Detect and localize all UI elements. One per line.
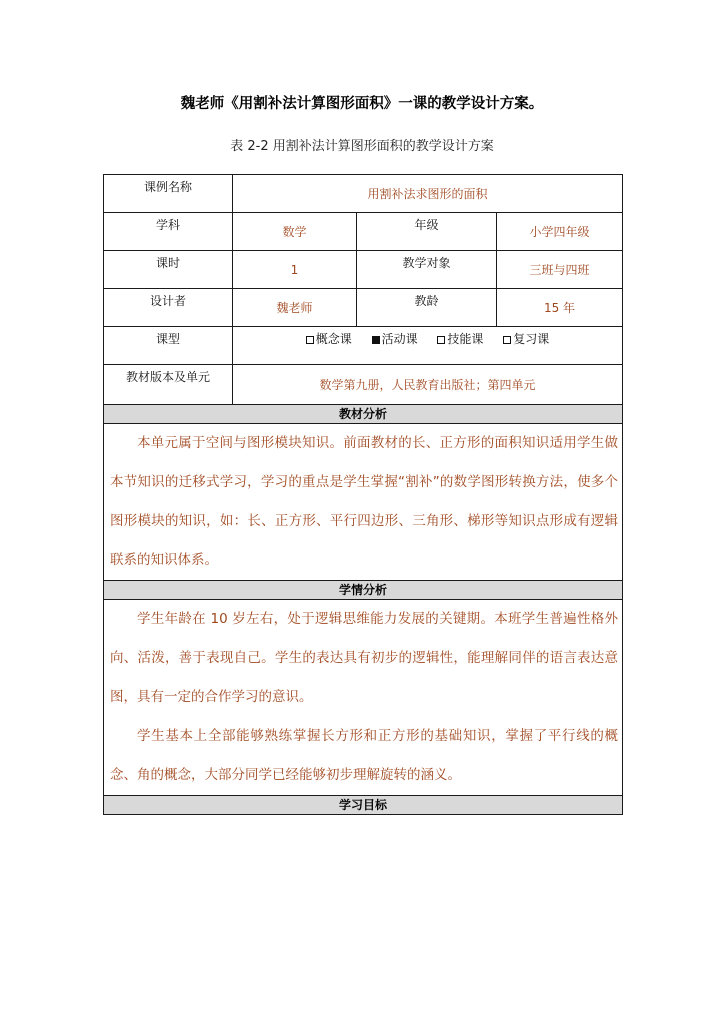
course-name-label: 课例名称 [104, 175, 233, 213]
lesson-type-concept [306, 330, 352, 347]
audience-label: 教学对象 [357, 251, 497, 289]
lesson-type-skill [437, 330, 483, 347]
designer-label: 设计者 [104, 289, 233, 327]
audience-value: 三班与四班 [497, 251, 623, 289]
row-course-name [104, 175, 623, 213]
period-value: 1 [233, 251, 357, 289]
edition-label: 教材版本及单元 [104, 365, 233, 405]
row-subject-grade [104, 213, 623, 251]
row-designer-experience [104, 289, 623, 327]
row-textbook-analysis-heading [104, 405, 623, 424]
lesson-type-activity [372, 330, 418, 347]
row-edition [104, 365, 623, 405]
objectives-heading: 学习目标 [104, 796, 623, 815]
row-lesson-type [104, 327, 623, 365]
row-student-analysis-heading [104, 581, 623, 600]
student-analysis-paragraph-2: 学生基本上全部能够熟练掌握长方形和正方形的基础知识，掌握了平行线的概念、角的概念，大部分同学已经能够初步理解旋转的涵义。 [110, 728, 619, 783]
student-analysis-body [104, 600, 623, 796]
lesson-type-label: 课型 [104, 327, 233, 365]
row-student-analysis-body [104, 600, 623, 796]
document-title: 魏老师《用割补法计算图形面积》一课的教学设计方案。 [180, 96, 544, 112]
checkbox-icon [437, 336, 445, 344]
textbook-analysis-body [104, 424, 623, 581]
row-period-audience [104, 251, 623, 289]
grade-value: 小学四年级 [497, 213, 623, 251]
checkbox-icon [503, 336, 511, 344]
lesson-type-skill-label: 技能课 [447, 332, 484, 346]
checkbox-checked-icon [372, 336, 380, 344]
lesson-type-activity-label: 活动课 [381, 332, 418, 346]
student-analysis-paragraph-1: 学生年龄在 10 岁左右，处于逻辑思维能力发展的关键期。本班学生普遍性格外向、活泼，善于表现自己。学生的表达具有初步的逻辑性，能理解同伴的语言表达意图，具有一定的合作学习的意识。 [110, 611, 619, 705]
lesson-type-review-label: 复习课 [513, 332, 550, 346]
period-label: 课时 [104, 251, 233, 289]
designer-value: 魏老师 [233, 289, 357, 327]
edition-value: 数学第九册，人民教育出版社；第四单元 [233, 365, 623, 405]
lesson-plan-table [103, 174, 623, 815]
lesson-type-review [503, 330, 549, 347]
subject-value: 数学 [233, 213, 357, 251]
textbook-analysis-heading: 教材分析 [104, 405, 623, 424]
lesson-type-concept-label: 概念课 [315, 332, 352, 346]
experience-value: 15 年 [497, 289, 623, 327]
grade-label: 年级 [357, 213, 497, 251]
subject-label: 学科 [104, 213, 233, 251]
textbook-analysis-paragraph: 本单元属于空间与图形模块知识。前面教材的长、正方形的面积知识适用学生做本节知识的迁移式学习，学习的重点是学生掌握“割补”的数学图形转换方法，使多个图形模块的知识，如：长、正方形、平行四边形、三角形、梯形等知识点形成有逻辑联系的知识体系。 [110, 435, 619, 568]
checkbox-icon [306, 336, 314, 344]
course-name-value: 用割补法求图形的面积 [233, 175, 623, 213]
row-objectives-heading [104, 796, 623, 815]
row-textbook-analysis-body [104, 424, 623, 581]
lesson-type-options [233, 327, 623, 365]
experience-label: 教龄 [357, 289, 497, 327]
table-caption: 表 2-2 用割补法计算图形面积的教学设计方案 [230, 139, 494, 154]
student-analysis-heading: 学情分析 [104, 581, 623, 600]
